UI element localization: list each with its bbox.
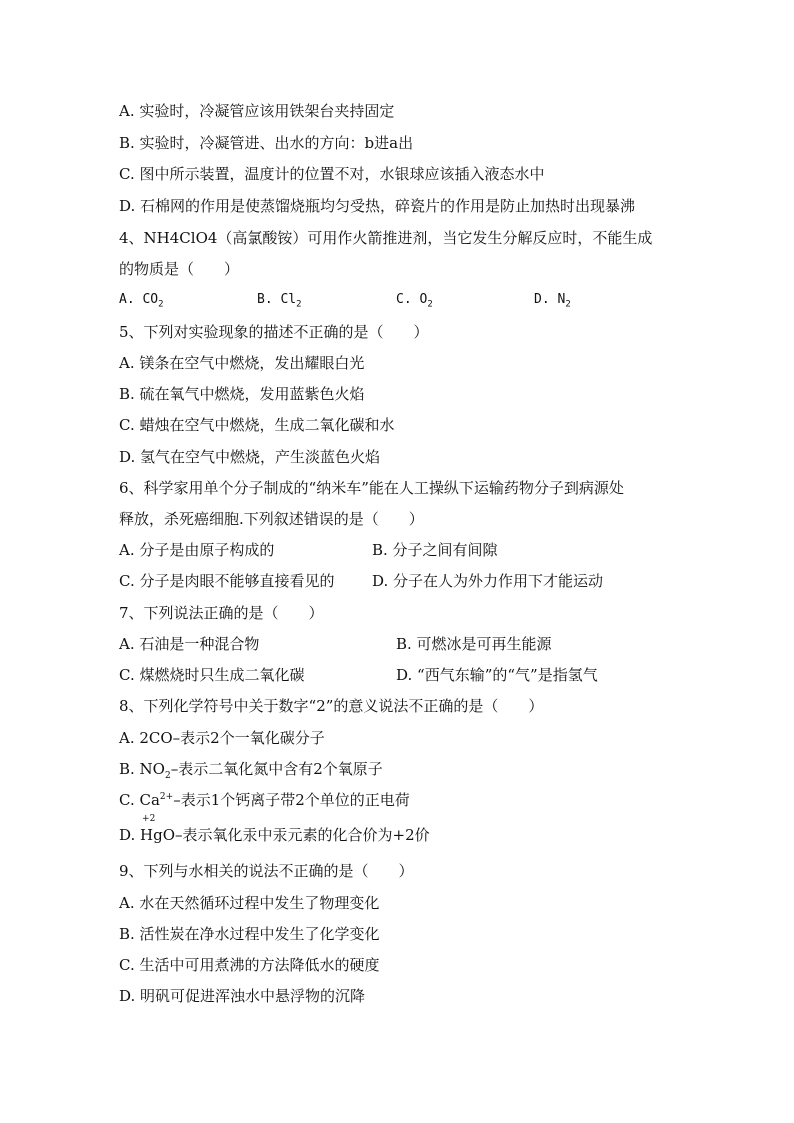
q4-option-c: C. $O_2$ [396, 292, 433, 310]
q5-stem: 5、下列对实验现象的描述不正确的是（ ） [119, 323, 429, 341]
q4-stem-line2: 的物质是（ ） [119, 260, 240, 278]
q5-option-d: D. 氢气在空气中燃烧，产生淡蓝色火焰 [119, 448, 381, 466]
q9-option-a: A. 水在天然循环过程中发生了物理变化 [119, 894, 380, 912]
q3-option-b: B. 实验时，冷凝管进、出水的方向：b进a出 [119, 134, 414, 152]
q6-stem-line1: 6、科学家用单个分子制成的“纳米车”能在人工操纵下运输药物分子到病源处 [119, 479, 624, 497]
q6-stem-line2: 释放，杀死癌细胞.下列叙述错误的是（ ） [119, 510, 424, 528]
q8-option-d: D. +2 HgO–表示氧化汞中汞元素的化合价为+2价 [119, 814, 430, 844]
q8-option-b: B. $NO_2-$表示二氧化氮中含有2个氧原子 [119, 760, 383, 781]
q7-option-a: A. 石油是一种混合物 [119, 635, 260, 653]
q7-option-b: B. 可燃冰是可再生能源 [396, 635, 552, 653]
q9-option-c: C. 生活中可用煮沸的方法降低水的硬度 [119, 956, 380, 974]
q9-option-d: D. 明矾可促进浑浊水中悬浮物的沉降 [119, 987, 366, 1005]
q8-option-a: A. 2CO–表示2个一氧化碳分子 [119, 729, 325, 747]
q3-option-d: D. 石棉网的作用是使蒸馏烧瓶均匀受热，碎瓷片的作用是防止加热时出现暴沸 [119, 197, 636, 215]
q6-option-c: C. 分子是肉眼不能够直接看见的 [119, 572, 335, 590]
q4-option-d: D. $N_2$ [534, 292, 571, 310]
q8-stem: 8、下列化学符号中关于数字“2”的意义说法不正确的是（ ） [119, 697, 544, 715]
q7-option-d: D. “西气东输”的“气”是指氢气 [396, 666, 598, 684]
q3-option-a: A. 实验时，冷凝管应该用铁架台夹持固定 [119, 102, 395, 120]
q3-option-c: C. 图中所示装置，温度计的位置不对，水银球应该插入液态水中 [119, 165, 545, 183]
q4-stem-line1: 4、NH4ClO4（高氯酸铵）可用作火箭推进剂，当它发生分解反应时，不能生成 [119, 229, 653, 247]
q8-option-c: C. $Ca^{2+}-$表示1个钙离子带2个单位的正电荷 [119, 791, 410, 809]
q6-option-d: D. 分子在人为外力作用下才能运动 [372, 572, 604, 590]
q6-option-b: B. 分子之间有间隙 [372, 541, 498, 559]
q5-option-a: A. 镁条在空气中燃烧，发出耀眼白光 [119, 354, 365, 372]
q5-option-b: B. 硫在氧气中燃烧，发用蓝紫色火焰 [119, 385, 365, 403]
q9-stem: 9、下列与水相关的说法不正确的是（ ） [119, 862, 414, 880]
q5-option-c: C. 蜡烛在空气中燃烧，生成二氧化碳和水 [119, 416, 395, 434]
q7-option-c: C. 煤燃烧时只生成二氧化碳 [119, 666, 305, 684]
q4-option-b: B. $Cl_2$ [257, 292, 302, 310]
valence-formula: +2 HgO [140, 814, 176, 844]
q9-option-b: B. 活性炭在净水过程中发生了化学变化 [119, 925, 380, 943]
q7-stem: 7、下列说法正确的是（ ） [119, 604, 324, 622]
q6-option-a: A. 分子是由原子构成的 [119, 541, 275, 559]
q4-option-a: A. $CO_2$ [119, 292, 164, 310]
